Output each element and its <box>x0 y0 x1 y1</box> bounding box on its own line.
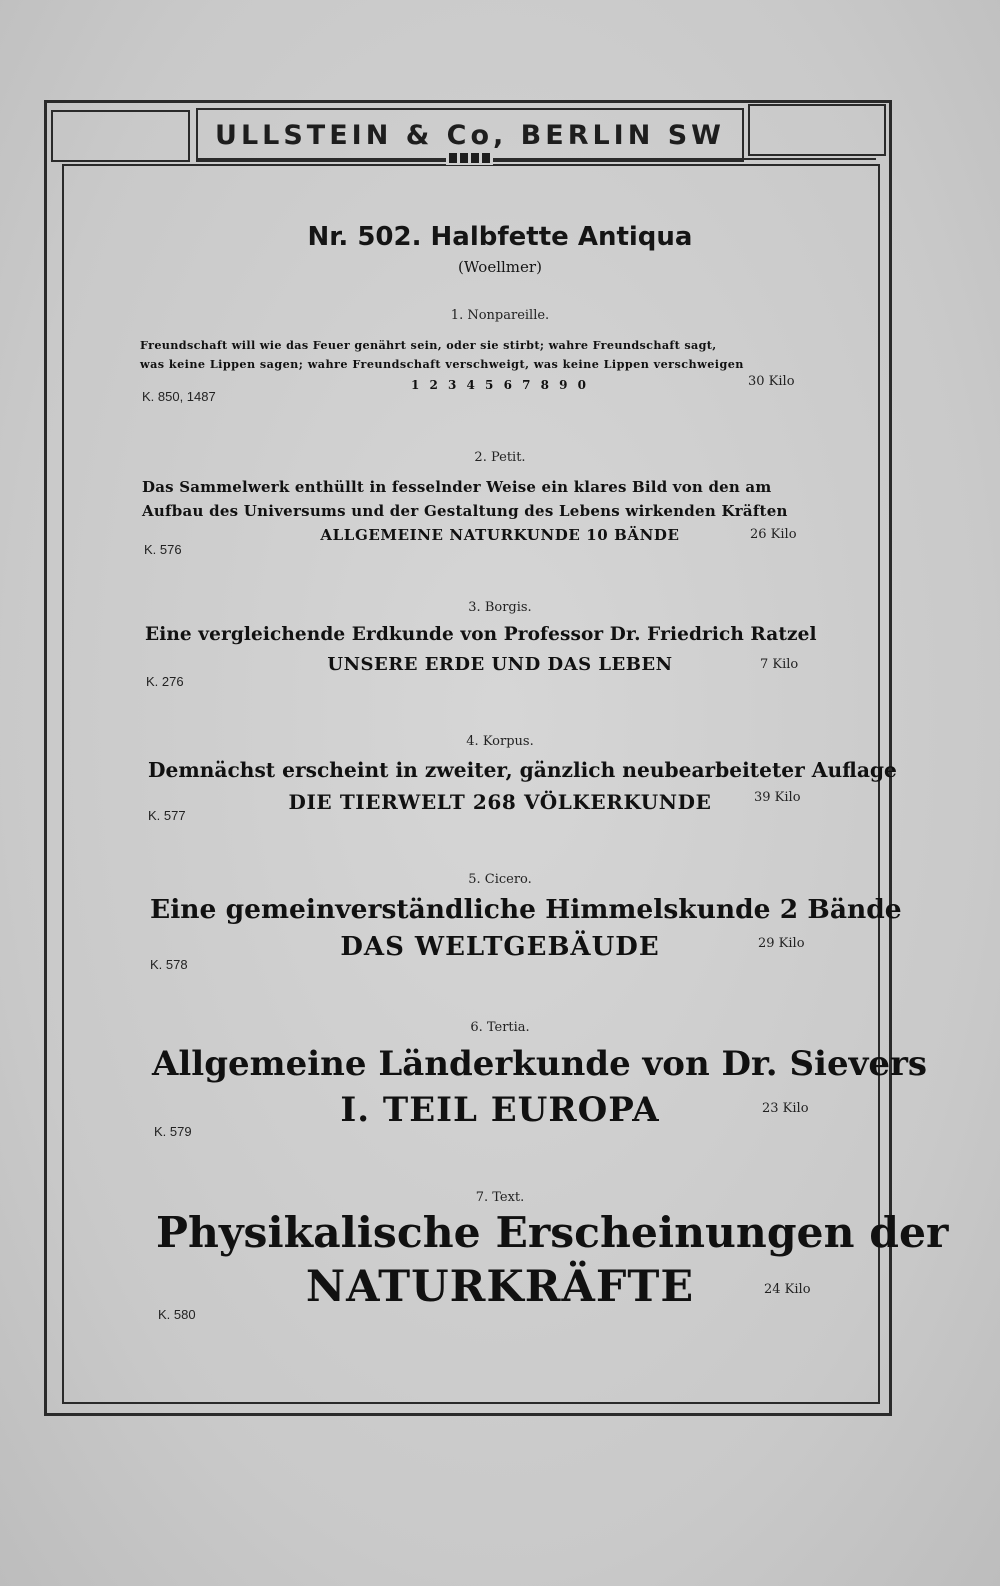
type-code: K. 577 <box>148 808 186 823</box>
header-rule <box>196 158 876 160</box>
sample-line: Eine gemeinverständliche Himmelskunde 2 Bände <box>150 894 902 925</box>
type-code: K. 578 <box>150 957 188 972</box>
type-code: K. 276 <box>146 674 184 689</box>
sample-display: NATURKRÄFTE <box>305 1262 695 1312</box>
section-label: 1. Nonpareille. <box>450 308 550 323</box>
designer-credit: (Woellmer) <box>458 258 542 276</box>
sample-line: Freundschaft will wie das Feuer genährt sein, oder sie stirbt; wahre Freundschaft sagt, <box>140 338 717 352</box>
type-weight: 23 Kilo <box>762 1101 809 1116</box>
sample-display: I. TEIL EUROPA <box>340 1090 660 1130</box>
section-label: 2. Petit. <box>474 450 526 465</box>
sample-display: DIE TIERWELT 268 VÖLKERKUNDE <box>288 790 712 814</box>
sample-line: Eine vergleichende Erdkunde von Professor Dr. Friedrich Ratzel <box>145 624 817 645</box>
type-weight: 7 Kilo <box>760 657 799 672</box>
sample-display: ALLGEMEINE NATURKUNDE 10 BÄNDE <box>320 526 680 544</box>
section-label: 3. Borgis. <box>468 600 532 615</box>
header-box-right <box>748 104 886 156</box>
type-weight: 30 Kilo <box>748 374 795 389</box>
sample-line: Demnächst erscheint in zweiter, gänzlich neubearbeiteter Auflage <box>148 758 897 782</box>
sample-line: Allgemeine Länderkunde von Dr. Sievers <box>152 1044 928 1084</box>
section-label: 4. Korpus. <box>466 734 534 749</box>
sample-display: UNSERE ERDE UND DAS LEBEN <box>327 654 673 675</box>
publisher-title: ULLSTEIN & Co, BERLIN SW <box>215 119 725 151</box>
header-box-left <box>51 110 190 162</box>
page-title: Nr. 502. Halbfette Antiqua <box>307 222 693 252</box>
sample-line: Aufbau des Universums und der Gestaltung des Lebens wirkenden Kräften <box>142 502 788 520</box>
type-code: K. 580 <box>158 1307 196 1322</box>
type-weight: 39 Kilo <box>754 790 801 805</box>
type-code: K. 850, 1487 <box>142 389 216 404</box>
sample-line: was keine Lippen sagen; wahre Freundschaft verschweigt, was keine Lippen verschweigen <box>140 357 744 371</box>
header-ornament <box>446 153 493 165</box>
section-label: 6. Tertia. <box>470 1020 530 1035</box>
sample-numerals: 1 2 3 4 5 6 7 8 9 0 <box>410 378 590 392</box>
sample-line: Das Sammelwerk enthüllt in fesselnder Weise ein klares Bild von den am <box>142 478 772 496</box>
sample-display: DAS WELTGEBÄUDE <box>340 932 660 962</box>
sample-line: Physikalische Erscheinungen der <box>156 1208 949 1258</box>
type-weight: 29 Kilo <box>758 936 805 951</box>
type-weight: 24 Kilo <box>764 1282 811 1297</box>
type-weight: 26 Kilo <box>750 527 797 542</box>
type-code: K. 576 <box>144 542 182 557</box>
section-label: 5. Cicero. <box>468 872 532 887</box>
section-label: 7. Text. <box>475 1190 525 1205</box>
type-code: K. 579 <box>154 1124 192 1139</box>
